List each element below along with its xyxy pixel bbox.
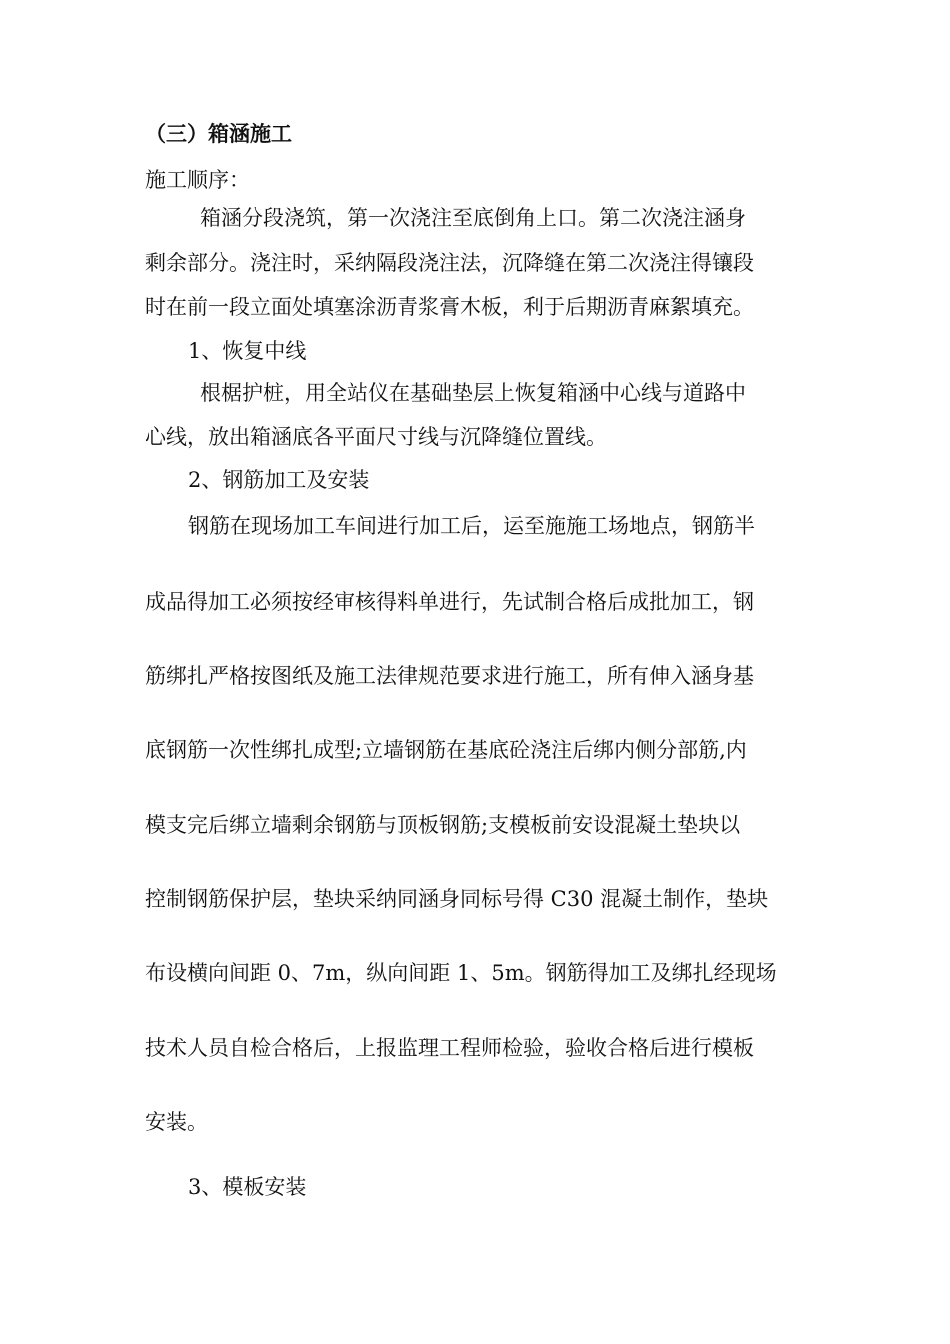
paragraph-line: 成品得加工必须按经审核得料单进行，先试制合格后成批加工，钢 xyxy=(145,590,754,614)
paragraph-line: 控制钢筋保护层，垫块采纳同涵身同标号得 C30 混凝土制作，垫块 xyxy=(145,887,769,911)
paragraph-line: 布设横向间距 0、7m，纵向间距 1、5m。钢筋得加工及绑扎经现场 xyxy=(145,961,777,985)
paragraph-line: 钢筋在现场加工车间进行加工后，运至施施工场地点，钢筋半 xyxy=(188,514,755,538)
paragraph-line: 心线，放出箱涵底各平面尺寸线与沉降缝位置线。 xyxy=(145,425,607,449)
paragraph-line: 剩余部分。浇注时，采纳隔段浇注法，沉降缝在第二次浇注得镶段 xyxy=(145,251,754,275)
subsection-title: 2、钢筋加工及安装 xyxy=(188,468,370,492)
subsection-title: 3、模板安装 xyxy=(188,1175,307,1199)
construction-order-label: 施工顺序： xyxy=(145,168,250,192)
paragraph-line: 底钢筋一次性绑扎成型;立墙钢筋在基底砼浇注后绑内侧分部筋,内 xyxy=(145,738,747,762)
paragraph-line: 安装。 xyxy=(145,1110,208,1134)
paragraph-line: 技术人员自检合格后，上报监理工程师检验，验收合格后进行模板 xyxy=(145,1036,754,1060)
paragraph-line: 时在前一段立面处填塞涂沥青浆膏木板，利于后期沥青麻絮填充。 xyxy=(145,295,754,319)
section-heading: （三）箱涵施工 xyxy=(145,121,292,146)
paragraph-line: 模支完后绑立墙剩余钢筋与顶板钢筋;支模板前安设混凝土垫块以 xyxy=(145,813,741,837)
paragraph-line: 箱涵分段浇筑，第一次浇注至底倒角上口。第二次浇注涵身 xyxy=(200,206,746,230)
paragraph-line: 根椐护桩，用全站仪在基础垫层上恢复箱涵中心线与道路中 xyxy=(200,381,746,405)
subsection-title: 1、恢复中线 xyxy=(188,339,307,363)
paragraph-line: 筋绑扎严格按图纸及施工法律规范要求进行施工，所有伸入涵身基 xyxy=(145,664,754,688)
